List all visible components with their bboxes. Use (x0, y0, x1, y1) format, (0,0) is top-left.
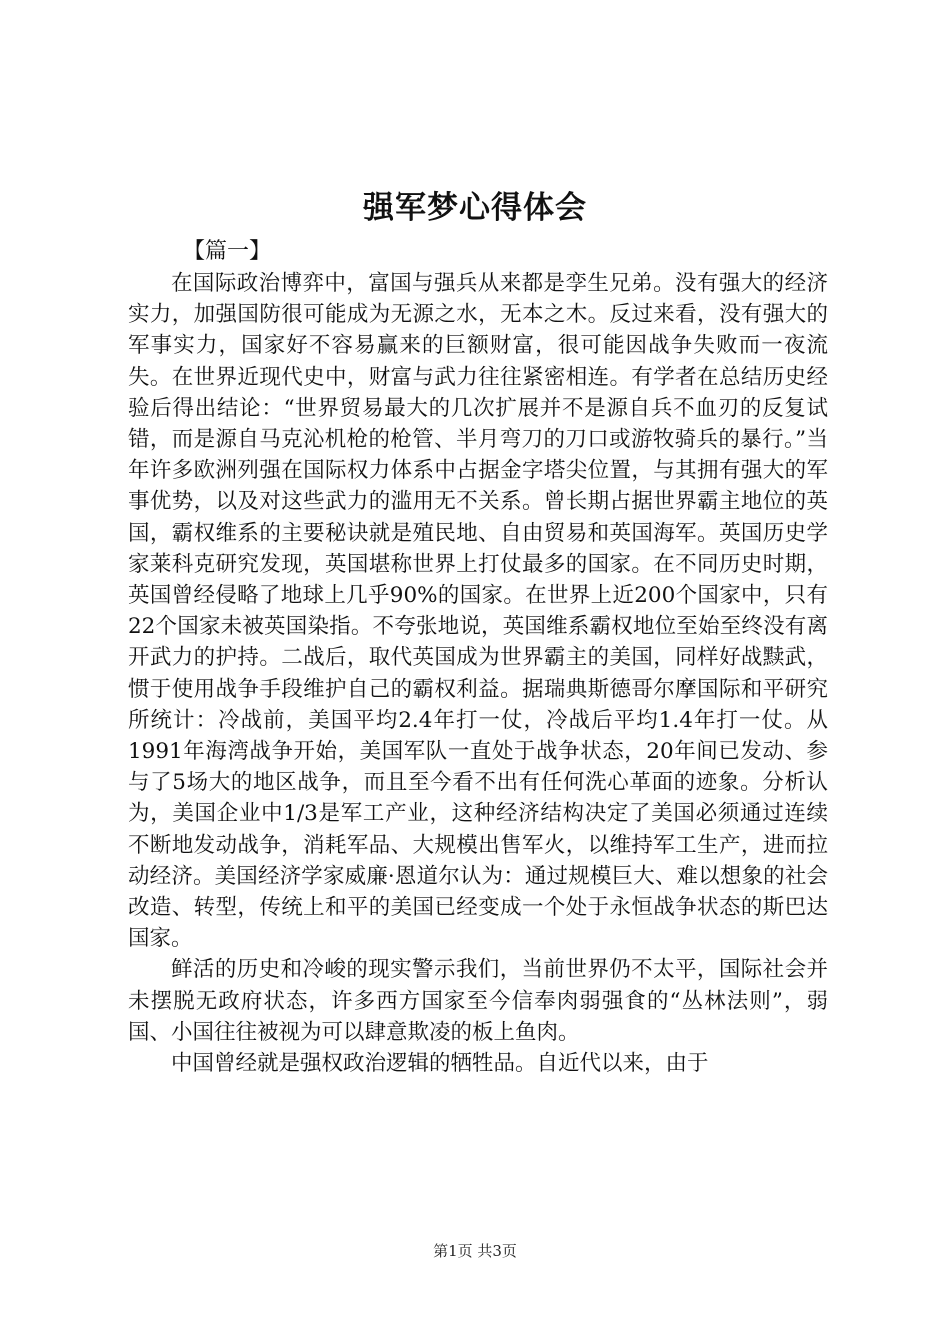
section-heading: 【篇一】 (183, 239, 272, 264)
paragraph: 鲜活的历史和冷峻的现实警示我们，当前世界仍不太平，国际社会并未摆脱无政府状态，许多西方国家至今信奉肉弱强食的“丛林法则”，弱国、小国往往被视为可以肆意欺凌的板上鱼肉。 (128, 957, 828, 1045)
document-body (128, 268, 828, 1079)
paragraph: 中国曾经就是强权政治逻辑的牺牲品。自近代以来，由于 (171, 1051, 709, 1077)
document-title: 强军梦心得体会 (363, 190, 587, 226)
page-footer: 第1页 共3页 (433, 1242, 517, 1260)
paragraph: 在国际政治博弈中，富国与强兵从来都是孪生兄弟。没有强大的经济实力，加强国防很可能成为无源之水，无本之木。反过来看，没有强大的军事实力，国家好不容易赢来的巨额财富，很可能因战争失败而一夜流失。在世界近现代史中，财富与武力往往紧密相连。有学者在总结历史经验后得出结论：“世界贸易最大的几次扩展并不是源自兵不血刃的反复试错，而是源自马克沁机枪的枪管、半月弯刀的刀口或游牧骑兵的暴行。”当年许多欧洲列强在国际权力体系中占据金字塔尖位置，与其拥有强大的军事优势，以及对这些武力的滥用无不关系。曾长期占据世界霸主地位的英国，霸权维系的主要秘诀就是殖民地、自由贸易和英国海军。英国历史学家莱科克研究发现，英国堪称世界上打仗最多的国家。在不同历史时期，英国曾经侵略了地球上几乎90%的国家。在世界上近200个国家中，只有22个国家未被英国染指。不夸张地说，英国维系霸权地位至始至终没有离开武力的护持。二战后，取代英国成为世界霸主的美国，同样好战黩武，惯于使用战争手段维护自己的霸权利益。据瑞典斯德哥尔摩国际和平研究所统计：冷战前，美国平均2.4年打一仗，冷战后平均1.4年打一仗。从1991年海湾战争开始，美国军队一直处于战争状态，20年间已发动、参与了5场大的地区战争，而且至今看不出有任何洗心革面的迹象。分析认为，美国企业中1/3是军工产业，这种经济结构决定了美国必须通过连续不断地发动战争，消耗军品、大规模出售军火，以维持军工生产，进而拉动经济。美国经济学家威廉·恩道尔认为：通过规模巨大、难以想象的社会改造、转型，传统上和平的美国已经变成一个处于永恒战争状态的斯巴达国家。 (128, 271, 828, 952)
